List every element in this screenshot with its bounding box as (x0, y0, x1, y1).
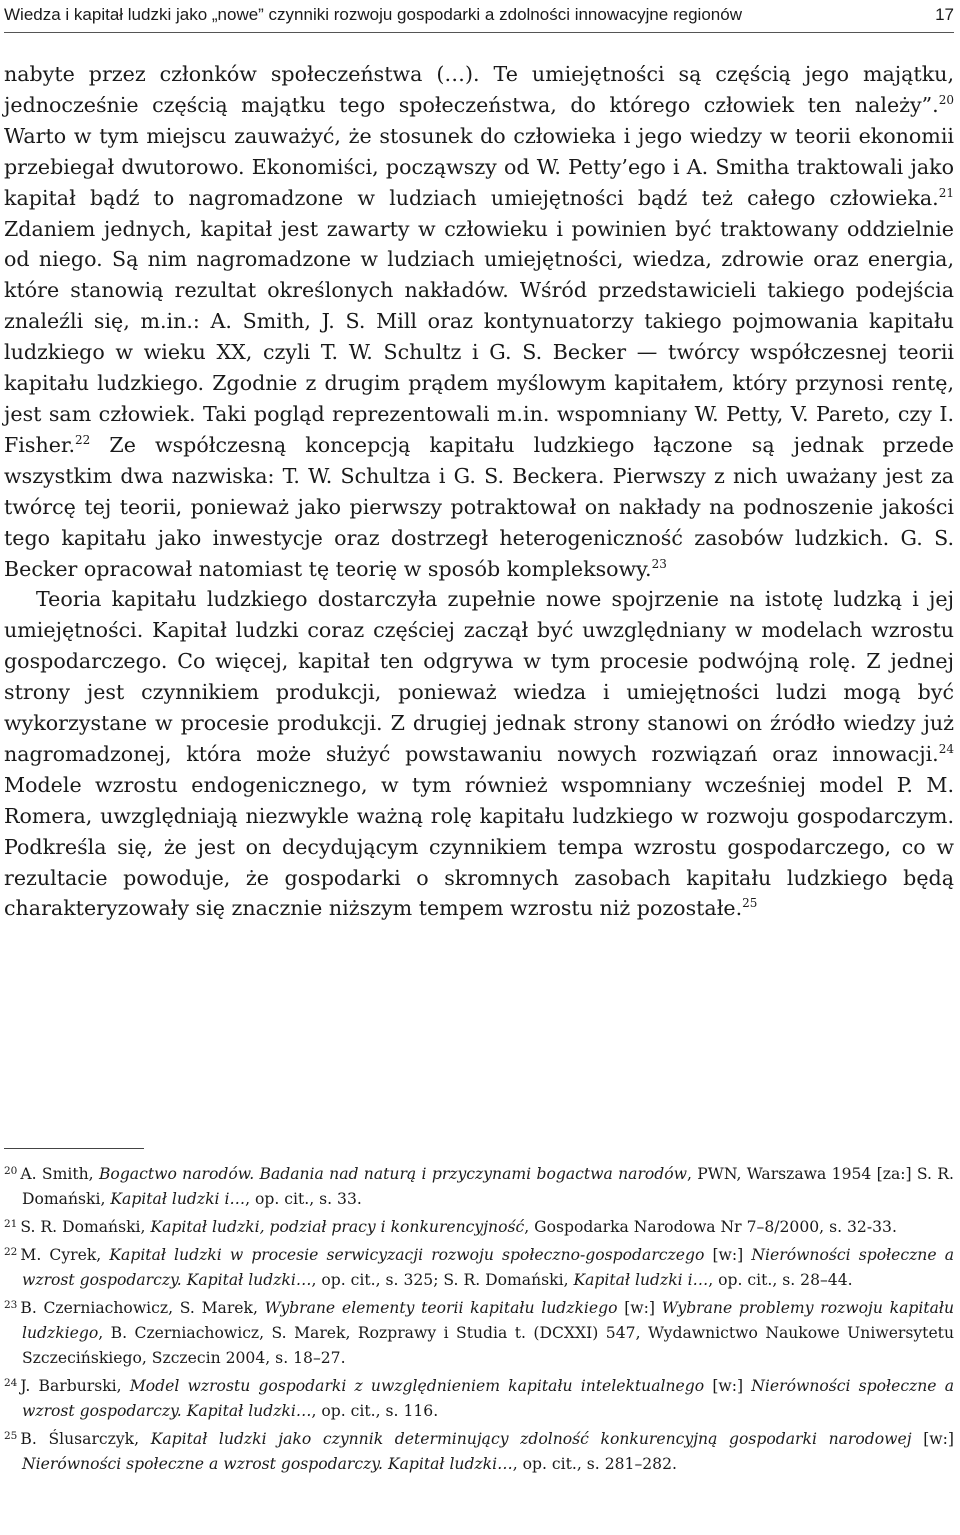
footnote-text: , B. Czerniachowicz, S. Marek, Rozprawy i Studia t. (DCXXI) 547, Wydawnictwo Naukowe Uniwersytetu Szczecińskiego, Szczecin 2004, s. 18–27. (22, 1324, 954, 1367)
text-run: Teoria kapitału ludzkiego dostarczyła zupełnie nowe spojrzenie na istotę ludzką i jej umiejętności. Kapitał ludzki coraz częściej zaczął być uwzględniany w modelach wzrostu gospodarczego. Co więcej, kapitał ten odgrywa w tym procesie podwójną rolę. Z jednej strony jest czynnikiem produkcji, ponieważ wiedza i umiejętności ludzi mogą być wykorzystane w procesie produkcji. Z drugiej jednak strony stanowi on źródło wiedzy już nagromadzonej, która może służyć powstawaniu nowych rozwiązań oraz innowacji. (4, 587, 954, 766)
footnote-text: B. Czerniachowicz, S. Marek, (20, 1299, 265, 1317)
footnote-text: S. R. Domański, (20, 1218, 151, 1236)
footnote-text: , op. cit., s. 33. (245, 1190, 362, 1208)
footnote-25 (4, 1427, 954, 1477)
footnote-ref-24[interactable]: 24 (938, 741, 954, 756)
footnote-24 (4, 1374, 954, 1424)
footnote-text: , PWN, Warszawa 1954 [za:] S. R. Domański, (22, 1165, 955, 1208)
cited-title: Wybrane elementy teorii kapitału ludzkiego (264, 1299, 618, 1317)
footnote-text: , Gospodarka Narodowa Nr 7–8/2000, s. 32-33. (524, 1218, 897, 1236)
cited-title: Kapitał ludzki jako czynnik determinujący zdolność konkurencyjną gospodarki narodowej (150, 1430, 912, 1448)
footnote-separator (4, 1148, 144, 1149)
cited-title: Nierówności społeczne a wzrost gospodarczy. Kapitał ludzki… (22, 1455, 513, 1473)
cited-title: Nierówności społeczne a wzrost gospodarczy. Kapitał ludzki… (22, 1377, 955, 1420)
footnote-text: [w:] (911, 1430, 954, 1448)
cited-title: Bogactwo narodów. Badania nad naturą i przyczynami bogactwa narodów (98, 1165, 688, 1183)
footnote-text: , op. cit., s. 28–44. (708, 1271, 853, 1289)
text-run: Zdaniem jednych, kapitał jest zawarty w człowieku i powinien być traktowany oddzielnie od niego. Są nim nagromadzone w ludziach umiejętności, wiedza, zdrowie oraz energia, które stanowią rezultat określonych nakładów. Wśród przedstawicieli takiego podejścia znaleźli się, m.in.: A. Smith, J. S. Mill oraz kontynuatorzy takiego pojmowania kapitału ludzkiego w wieku XX, czyli T. W. Schultz i G. S. Becker — twórcy współczesnej teorii kapitału ludzkiego. Zgodnie z drugim prądem myślowym kapitałem, który przynosi rentę, jest sam człowiek. Taki pogląd reprezentowali m.in. wspomniany W. Petty, V. Pareto, czy I. Fisher. (4, 216, 954, 457)
footnote-number: 25 (4, 1430, 18, 1442)
text-run: Modele wzrostu endogenicznego, w tym również wspomniany wcześniej model P. M. Romera, uwzględniają niezwykle ważną rolę kapitału ludzkiego w rozwoju gospodarczym. Podkreśla się, że jest on decydującym czynnikiem tempa wzrostu gospodarczego, co w rezultacie powoduje, że gospodarki o skromnych zasobach kapitału ludzkiego będą charakteryzowały się znacznie niższym tempem wzrostu niż pozostałe. (4, 772, 954, 921)
footnote-23 (4, 1296, 954, 1371)
footnote-22 (4, 1243, 954, 1293)
footnote-text: M. Cyrek, (20, 1246, 110, 1264)
footnote-text: [w:] (704, 1377, 752, 1395)
footnote-ref-25[interactable]: 25 (742, 896, 758, 911)
footnote-ref-23[interactable]: 23 (651, 556, 667, 571)
text-run: nabyte przez członków społeczeństwa (…). Te umiejętności są częścią jego majątku, jednocześnie częścią majątku tego społeczeństwa, do którego człowiek ten należy”. (4, 62, 954, 117)
footnote-text: , op. cit., s. 281–282. (512, 1455, 677, 1473)
cited-title: Nierówności społeczne a wzrost gospodarczy. Kapitał ludzki… (22, 1246, 955, 1289)
running-header (4, 2, 954, 33)
paragraph-1 (4, 59, 954, 584)
paragraph-2 (4, 584, 954, 924)
text-run: Warto w tym miejscu zauważyć, że stosunek do człowieka i jego wiedzy w teorii ekonomii przebiegał dwutorowo. Ekonomiści, począwszy od W. Petty’ego i A. Smitha traktowali jako kapitał bądź to nagromadzone w ludziach umiejętności bądź też całego człowieka. (4, 123, 954, 210)
footnote-text: A. Smith, (20, 1165, 99, 1183)
cited-title: Wybrane problemy rozwoju kapitału ludzkiego (22, 1299, 954, 1342)
page-number: 17 (935, 5, 954, 24)
footnote-number: 20 (4, 1165, 18, 1177)
footnote-number: 22 (4, 1246, 18, 1258)
footnote-text: B. Ślusarczyk, (20, 1430, 151, 1448)
cited-title: Model wzrostu gospodarki z uwzględnieniem kapitału intelektualnego (129, 1377, 705, 1395)
footnote-text: J. Barburski, (20, 1377, 130, 1395)
footnote-number: 23 (4, 1299, 18, 1311)
running-title: Wiedza i kapitał ludzki jako „nowe” czynniki rozwoju gospodarki a zdolności innowacyjne regionów (4, 5, 742, 24)
footnote-text: , op. cit., s. 116. (311, 1402, 439, 1420)
footnote-text: [w:] (617, 1299, 662, 1317)
cited-title: Kapitał ludzki w procesie serwicyzacji rozwoju społeczno-gospodarczego (109, 1246, 705, 1264)
cited-title: Kapitał ludzki i… (573, 1271, 709, 1289)
text-run: Ze współczesną koncepcją kapitału ludzkiego łączone są jednak przede wszystkim dwa nazwiska: T. W. Schultza i G. S. Beckera. Pierwszy z nich uważany jest za twórcę tej teorii, ponieważ jako pierwszy potraktował on nakłady na podnoszenie jakości tego kapitału jako inwestycje oraz dostrzegł heterogeniczność zasobów ludzkich. G. S. Becker opracował natomiast tę teorię w sposób kompleksowy. (4, 432, 954, 581)
footnote-number: 24 (4, 1377, 18, 1389)
footnote-text: [w:] (704, 1246, 752, 1264)
cited-title: Kapitał ludzki, podział pracy i konkurencyjność (150, 1218, 525, 1236)
main-text (4, 59, 954, 924)
footnote-text: , op. cit., s. 325; S. R. Domański, (311, 1271, 574, 1289)
footnote-number: 21 (4, 1218, 18, 1230)
footnotes-section (4, 1162, 954, 1480)
footnote-ref-21[interactable]: 21 (938, 185, 954, 200)
cited-title: Kapitał ludzki i… (110, 1190, 246, 1208)
footnote-20 (4, 1162, 954, 1212)
footnote-21 (4, 1215, 954, 1240)
footnote-ref-22[interactable]: 22 (75, 432, 91, 447)
footnote-ref-20[interactable]: 20 (938, 92, 954, 107)
